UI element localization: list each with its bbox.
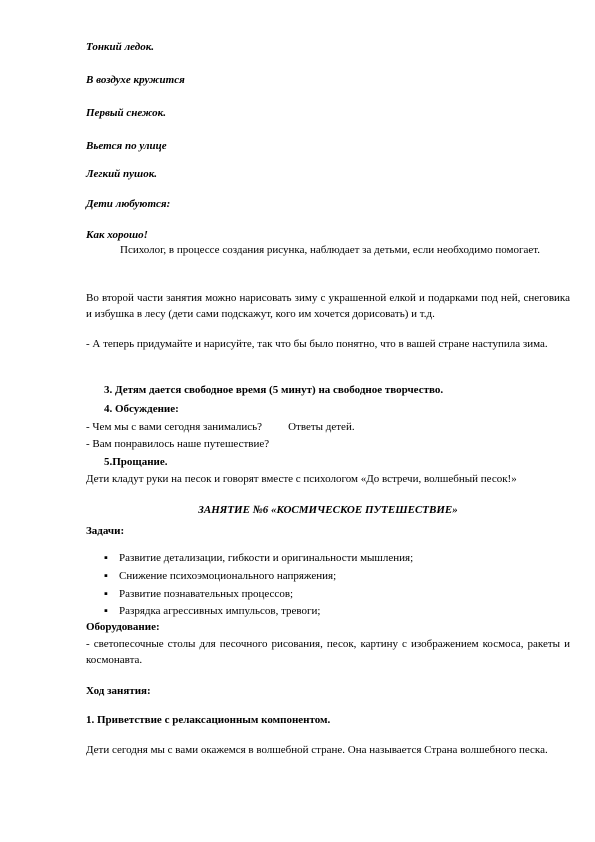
question-1-text: - Чем мы с вами сегодня занимались? — [86, 421, 263, 433]
question-1 — [86, 420, 570, 436]
poem-line-4: Вьется по улице — [86, 140, 167, 152]
poem-line-1: Тонкий ледок. — [86, 41, 155, 53]
equipment-text: - светопесочные столы для песочного рисования, песок, картину с изображением космоса, ракеты и космонавта. — [86, 638, 570, 666]
paragraph-psychologist: Психолог, в процессе создания рисунка, наблюдает за детьми, если необходимо помогает. — [120, 244, 540, 256]
paragraph-second-part: Во второй части занятия можно нарисовать зиму с украшенной елкой и подарками под ней, снеговика и избушка в лесу (дети сами подскажут, кого им хочется дорисовать) и т.д. — [86, 292, 570, 320]
poem-line-5: Легкий пушок. — [86, 168, 158, 180]
course-label: Ход занятия: — [86, 685, 151, 697]
bullet-icon: ▪ — [104, 552, 108, 564]
question-2: - Вам понравилось наше путешествие? — [86, 438, 270, 450]
intro-text: Дети сегодня мы с вами окажемся в волшебной стране. Она называется Страна волшебного песка. — [86, 744, 548, 756]
lesson-title: ЗАНЯТИЕ №6 «КОСМИЧЕСКОЕ ПУТЕШЕСТВИЕ» — [198, 504, 458, 516]
paragraph-instruction: - А теперь придумайте и нарисуйте, так что бы было понятно, что в вашей стране наступила зима. — [86, 338, 548, 350]
item-free-time: 3. Детям дается свободное время (5 минут) на свободное творчество. — [104, 384, 444, 396]
bullet-icon: ▪ — [104, 588, 108, 600]
step-greeting: 1. Приветствие с релаксационным компонентом. — [86, 714, 331, 726]
poem-line-2: В воздухе кружится — [86, 74, 185, 86]
poem-line-7: Как хорошо! — [86, 229, 148, 241]
farewell-text: Дети кладут руки на песок и говорят вместе с психологом «До встречи, волшебный песок!» — [86, 473, 517, 485]
tasks-label: Задачи: — [86, 525, 125, 537]
equipment-label: Оборудование: — [86, 621, 160, 633]
question-1-answer: Ответы детей. — [288, 421, 355, 433]
item-discussion: 4. Обсуждение: — [104, 403, 179, 415]
item-farewell: 5.Прощание. — [104, 456, 168, 468]
bullet-icon: ▪ — [104, 570, 108, 582]
poem-line-6: Дети любуются: — [86, 198, 171, 210]
bullet-icon: ▪ — [104, 605, 108, 617]
poem-line-3: Первый снежок. — [86, 107, 166, 119]
